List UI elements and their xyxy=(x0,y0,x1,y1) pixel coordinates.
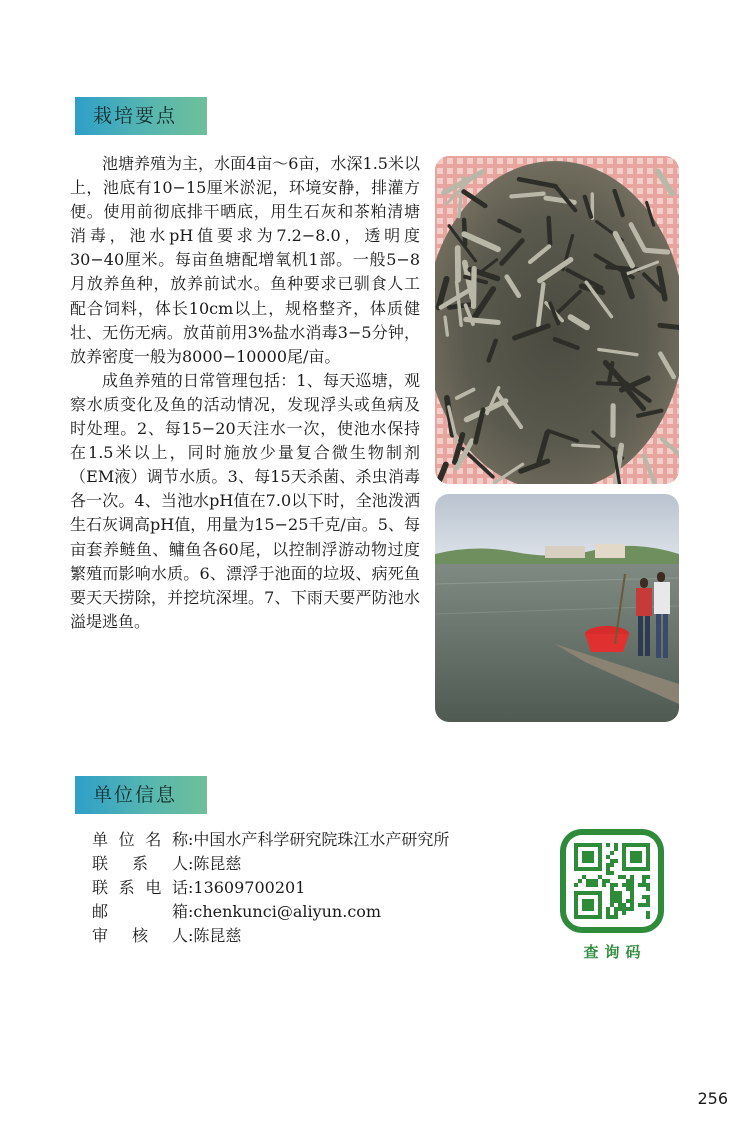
fish-shape xyxy=(445,317,447,335)
fish-basket-photo xyxy=(435,156,679,484)
fish-shape xyxy=(466,319,499,322)
info-label: 单位名称 xyxy=(92,830,188,849)
paragraph-management: 成鱼养殖的日常管理包括：1、每天巡塘，观察水质变化及鱼的活动情况，发现浮头或鱼病及时处理。2、每15−20天注水一次，使池水保持在1.5米以上，同时施放少量复合微生物制剂（EM液）调节水质。3、每15天杀菌、杀虫消毒各一次。4、当池水pH值在7.0以下时，全池泼洒生石灰调高pH值，用量为15−25千克/亩。5、每亩套养鲢鱼、鳙鱼各60尾，以控制浮游动物过度繁殖而影响水质。6、漂浮于池面的垃圾、病死鱼要天天捞除，并挖坑深埋。7、下雨天要严防池水溢堤逃鱼。 xyxy=(70,370,420,631)
qr-block xyxy=(560,829,664,962)
fish-basket-image xyxy=(435,156,679,484)
info-row-phone: 联系电话 : 13609700201 xyxy=(92,876,449,900)
section-heading-unit: 单位信息 xyxy=(75,776,207,814)
info-value: 13609700201 xyxy=(193,878,306,897)
qr-caption: 查询码 xyxy=(583,943,647,961)
fish-shape xyxy=(598,383,622,384)
info-value: chenkunci@aliyun.com xyxy=(193,902,382,921)
info-value: 陈昆慈 xyxy=(193,854,242,873)
fish-shape xyxy=(549,218,550,244)
pond-workers-photo xyxy=(435,494,679,722)
info-value: 中国水产科学研究院珠江水产研究所 xyxy=(193,830,450,849)
info-value: 陈昆慈 xyxy=(193,926,242,945)
fish-shape xyxy=(474,269,475,307)
section-heading-cultivation: 栽培要点 xyxy=(75,97,207,135)
info-row-unit-name: 单位名称 : 中国水产科学研究院珠江水产研究所 xyxy=(92,828,449,852)
info-row-email: 邮箱 : chenkunci@aliyun.com xyxy=(92,900,449,924)
info-row-reviewer: 审核人 : 陈昆慈 xyxy=(92,924,449,948)
page-number: 256 xyxy=(697,1089,728,1108)
info-label: 审核人 xyxy=(92,926,188,945)
info-label: 邮箱 xyxy=(92,902,188,921)
info-row-contact: 联系人 : 陈昆慈 xyxy=(92,852,449,876)
fish-shape xyxy=(660,325,679,328)
pond-image xyxy=(435,494,679,722)
fish-shape xyxy=(646,250,668,252)
paragraph-pond: 池塘养殖为主，水面4亩～6亩，水深1.5米以上，池底有10−15厘米淤泥，环境安静，排灌方便。使用前彻底排干晒底，用生石灰和茶粕清塘消毒，池水pH值要求为7.2−8.0，透明度30−40厘米。每亩鱼塘配增氧机1部。一般5−8月放养鱼种，放养前试水。鱼种要求已驯食人工配合饲料，体长10cm以上，规格整齐，体质健壮、无伤无病。放苗前用3%盐水消毒3−5分钟，放养密度一般为8000−10000尾/亩。 xyxy=(70,154,420,366)
fish-shape xyxy=(573,445,599,447)
cultivation-text xyxy=(70,152,420,634)
fish-shape xyxy=(511,194,543,197)
qr-code-icon[interactable] xyxy=(560,829,664,933)
unit-info-list xyxy=(92,828,449,948)
info-label: 联系人 xyxy=(92,854,188,873)
info-label: 联系电话 xyxy=(92,878,188,897)
